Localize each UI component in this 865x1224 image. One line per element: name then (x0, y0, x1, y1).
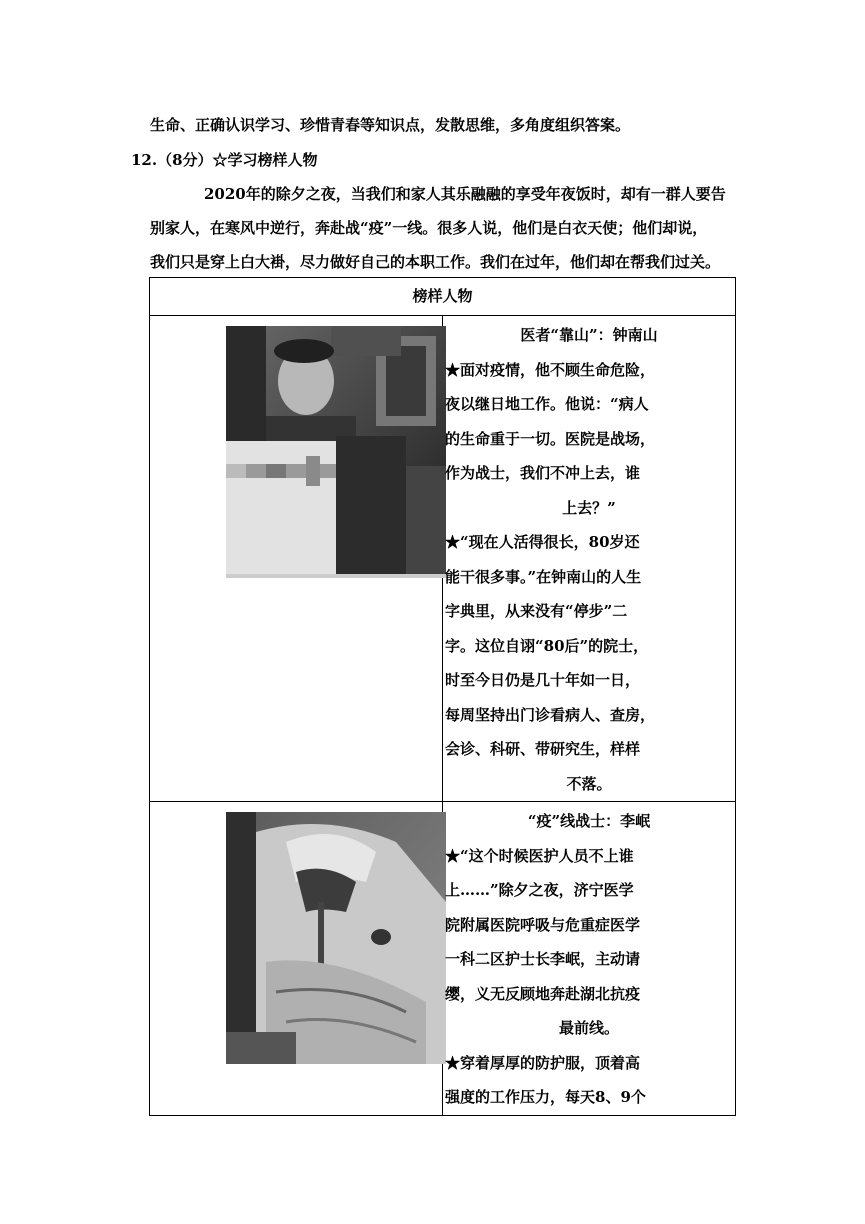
description-line: 一科二区护士长李岷，主动请 (445, 950, 641, 968)
image-cell (150, 316, 443, 802)
description-line: 不落。 (566, 774, 612, 793)
description-line: 字典里，从来没有“停步”二 (445, 602, 628, 620)
photo-li-min (226, 812, 446, 1064)
description-line: ★面对疫情，他不顾生命危险， (445, 360, 656, 379)
person-name: 医者“靠山”：钟南山 (520, 326, 658, 344)
image-cell (150, 802, 443, 1116)
description-line: 缨，义无反顾地奔赴湖北抗疫 (445, 984, 641, 1003)
person-name: “疫”线战士：李岷 (527, 812, 651, 830)
description-li-min (443, 802, 735, 1115)
description-zhong-nanshan (443, 316, 735, 801)
table-row (150, 802, 736, 1116)
description-cell (443, 802, 736, 1116)
description-line: ★“这个时候医护人员不上谁 (445, 846, 634, 865)
description-line: 每周坚持出门诊看病人、查房， (445, 705, 656, 724)
intro-line: 生命、正确认识学习、珍惜青春等知识点，发散思维，多角度组织答案。 (150, 116, 631, 134)
paragraph-line-1: 2020年的除夕之夜，当我们和家人其乐融融的享受年夜饭时，却有一群人要告 (204, 185, 726, 203)
description-line: 作为战士，我们不冲上去，谁 (445, 464, 641, 482)
role-models-table (149, 277, 736, 1116)
photo-zhong-nanshan (226, 326, 446, 578)
paragraph-line-3: 我们只是穿上白大褂，尽力做好自己的本职工作。我们在过年，他们却在帮我们过关。 (150, 253, 721, 271)
description-line: 上去？” (562, 498, 616, 517)
description-line: 的生命重于一切。医院是战场， (445, 429, 656, 448)
table-header: 榜样人物 (150, 278, 736, 316)
description-line: 上……”除夕之夜，济宁医学 (445, 881, 634, 899)
description-line: 能干很多事。”在钟南山的人生 (445, 567, 642, 586)
question-title: 12.（8分）☆学习榜样人物 (131, 151, 318, 169)
description-line: 强度的工作压力，每天8、9个 (445, 1088, 646, 1106)
description-line: ★穿着厚厚的防护服，顶着高 (445, 1053, 641, 1072)
description-line: 会诊、科研、带研究生，样样 (445, 740, 641, 758)
description-line: 院附属医院呼吸与危重症医学 (445, 915, 641, 934)
description-line: 最前线。 (558, 1019, 619, 1037)
description-line: 时至今日仍是几十年如一日， (445, 671, 641, 689)
paragraph-line-2: 别家人，在寒风中逆行，奔赴战“疫”一线。很多人说，他们是白衣天使；他们却说， (150, 219, 708, 237)
description-cell (443, 316, 736, 802)
description-line: ★“现在人活得很长，80岁还 (445, 533, 640, 551)
description-line: 字。这位自诩“80后”的院士， (445, 636, 649, 655)
table-row (150, 316, 736, 802)
description-line: 夜以继日地工作。他说：“病人 (445, 395, 649, 413)
